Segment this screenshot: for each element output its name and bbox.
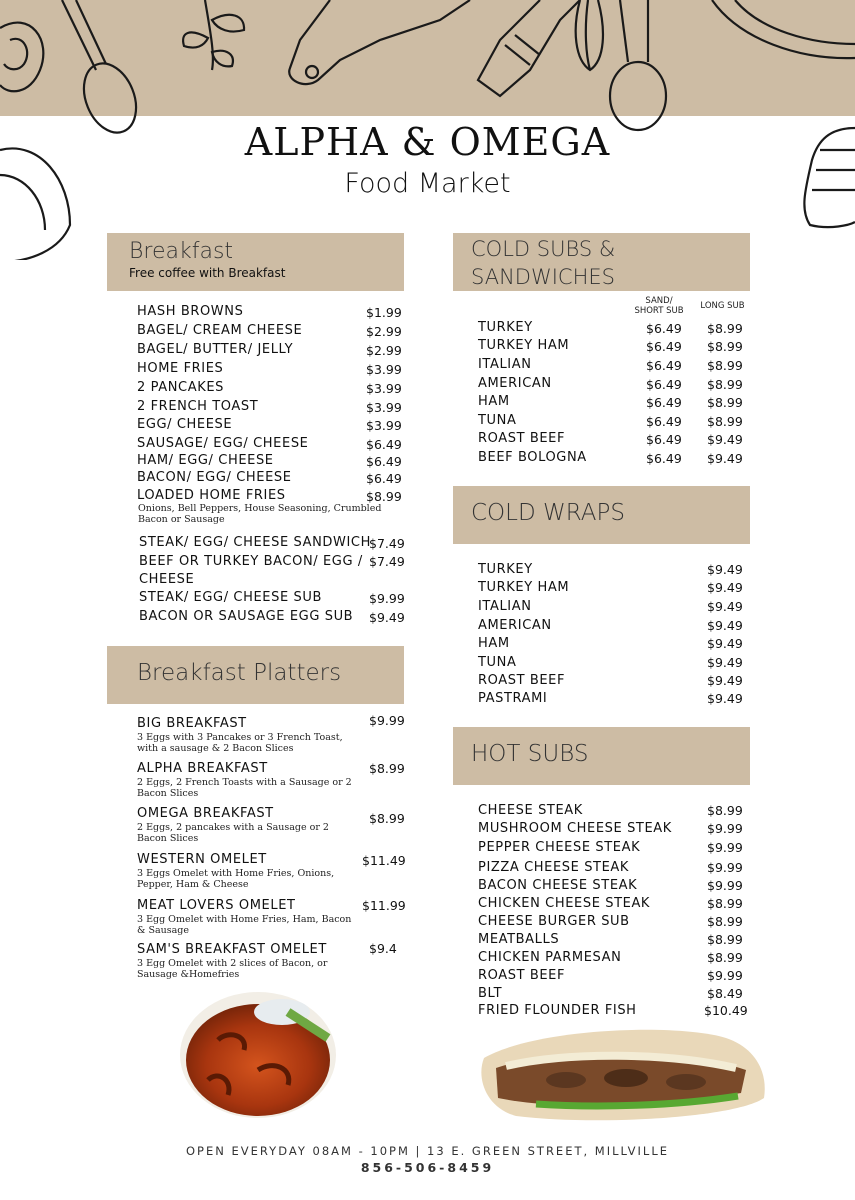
cold-sub-name: ROAST BEEF [478, 431, 566, 446]
menu-item-name: HASH BROWNS [137, 304, 244, 319]
cold-sub-short-price: $6.49 [646, 321, 682, 336]
menu-item-name: BEEF OR TURKEY BACON/ EGG / CHEESE [139, 554, 363, 587]
cold-sub-name: BEEF BOLOGNA [478, 450, 587, 465]
cold-wrap-name: HAM [478, 636, 510, 651]
hot-sub-price: $9.99 [707, 860, 743, 875]
hot-sub-name: MUSHROOM CHEESE STEAK [478, 821, 672, 836]
cold-wraps-header [453, 486, 750, 544]
menu-item-name: HOME FRIES [137, 361, 224, 376]
cold-wrap-name: ITALIAN [478, 599, 532, 614]
cold-wrap-price: $9.49 [707, 691, 743, 706]
menu-item-name: SAUSAGE/ EGG/ CHEESE [137, 436, 309, 451]
restaurant-name: ALPHA & OMEGA [244, 120, 611, 164]
menu-item-price: $3.99 [366, 381, 402, 396]
cold-wrap-price: $9.49 [707, 673, 743, 688]
cold-sub-short-price: $6.49 [646, 414, 682, 429]
menu-item-price: $6.49 [366, 471, 402, 486]
cold-wrap-name: TURKEY HAM [478, 580, 570, 595]
cold-wrap-price: $9.49 [707, 562, 743, 577]
platters-header [107, 646, 404, 704]
cold-wrap-name: PASTRAMI [478, 691, 548, 706]
menu-item-name: BACON/ EGG/ CHEESE [137, 470, 292, 485]
cold-sub-short-price: $6.49 [646, 432, 682, 447]
cold-sub-name: TURKEY HAM [478, 338, 570, 353]
cold-wrap-name: ROAST BEEF [478, 673, 566, 688]
cold-sub-long-price: $9.49 [707, 432, 743, 447]
platter-description: 2 Eggs, 2 pancakes with a Sausage or 2 Bacon Slices [137, 822, 329, 844]
column-header-short: SAND/ SHORT SUB [634, 296, 684, 316]
hot-sub-price: $8.99 [707, 914, 743, 929]
menu-item-name: BACON OR SAUSAGE EGG SUB [139, 609, 354, 624]
cold-wrap-price: $9.49 [707, 655, 743, 670]
menu-item-price: $3.99 [366, 400, 402, 415]
platter-name: BIG BREAKFAST [137, 716, 247, 731]
menu-item-price: $8.99 [366, 489, 402, 504]
hot-sub-name: BLT [478, 986, 503, 1001]
menu-item-price: $6.49 [366, 437, 402, 452]
cold-subs-title-line1: COLD SUBS & [471, 237, 616, 261]
menu-item-name: LOADED HOME FRIES [137, 488, 286, 503]
wings-photo [178, 990, 338, 1120]
hot-sub-price: $8.49 [707, 986, 743, 1001]
platter-description: 3 Egg Omelet with 2 slices of Bacon, or Sausage &Homefries [137, 958, 328, 980]
cold-sub-short-price: $6.49 [646, 339, 682, 354]
platter-name: ALPHA BREAKFAST [137, 761, 268, 776]
restaurant-subtitle: Food Market [344, 168, 511, 199]
menu-item-name: 2 PANCAKES [137, 380, 224, 395]
cold-subs-title-line2: SANDWICHES [471, 265, 615, 289]
hot-sub-price: $8.99 [707, 803, 743, 818]
platters-title: Breakfast Platters [137, 660, 342, 686]
hot-sub-price: $8.99 [707, 932, 743, 947]
footer-phone: 856-506-8459 [360, 1160, 495, 1175]
cold-wrap-name: TUNA [478, 655, 517, 670]
cold-sub-name: TUNA [478, 413, 517, 428]
platter-price: $9.99 [369, 713, 405, 728]
platter-description: 3 Eggs with 3 Pancakes or 3 French Toast, with a sausage & 2 Bacon Slices [137, 732, 343, 754]
cold-sub-long-price: $8.99 [707, 395, 743, 410]
menu-item-name: BAGEL/ CREAM CHEESE [137, 323, 303, 338]
cold-sub-long-price: $8.99 [707, 358, 743, 373]
breakfast-subtitle: Free coffee with Breakfast [129, 266, 286, 280]
menu-item-price: $3.99 [366, 362, 402, 377]
menu-item-name: EGG/ CHEESE [137, 417, 233, 432]
platter-description: 3 Egg Omelet with Home Fries, Ham, Bacon & Sausage [137, 914, 352, 936]
hot-sub-price: $8.99 [707, 896, 743, 911]
cold-sub-name: HAM [478, 394, 510, 409]
hot-sub-name: ROAST BEEF [478, 968, 566, 983]
menu-item-price: $3.99 [366, 418, 402, 433]
cold-sub-name: AMERICAN [478, 376, 552, 391]
cold-sub-long-price: $8.99 [707, 414, 743, 429]
hot-sub-price: $8.99 [707, 950, 743, 965]
hot-sub-price: $10.49 [704, 1003, 748, 1018]
cold-wrap-name: AMERICAN [478, 618, 552, 633]
cold-sub-short-price: $6.49 [646, 451, 682, 466]
cheesesteak-photo [476, 1018, 770, 1128]
cold-wrap-price: $9.49 [707, 618, 743, 633]
hot-sub-name: CHEESE BURGER SUB [478, 914, 630, 929]
hot-subs-header [453, 727, 750, 785]
menu-item-price: $7.49 [369, 536, 405, 551]
breakfast-title: Breakfast [129, 239, 234, 264]
cold-wrap-price: $9.49 [707, 580, 743, 595]
menu-item-price: $9.99 [369, 591, 405, 606]
column-header-long: LONG SUB [700, 301, 745, 311]
platter-price: $11.99 [362, 898, 406, 913]
menu-item-price: $7.49 [369, 554, 405, 569]
menu-item-price: $2.99 [366, 324, 402, 339]
cold-sub-long-price: $8.99 [707, 339, 743, 354]
menu-item-price: $6.49 [366, 454, 402, 469]
cold-wrap-price: $9.49 [707, 599, 743, 614]
hot-sub-name: PEPPER CHEESE STEAK [478, 840, 641, 855]
platter-description: 3 Eggs Omelet with Home Fries, Onions, Pepper, Ham & Cheese [137, 868, 335, 890]
platter-name: WESTERN OMELET [137, 852, 267, 867]
hot-sub-name: BACON CHEESE STEAK [478, 878, 638, 893]
cold-sub-short-price: $6.49 [646, 377, 682, 392]
cold-wrap-name: TURKEY [478, 562, 533, 577]
cold-wraps-title: COLD WRAPS [471, 500, 625, 526]
menu-item-description: Onions, Bell Peppers, House Seasoning, Crumbled Bacon or Sausage [138, 503, 382, 525]
cold-sub-short-price: $6.49 [646, 395, 682, 410]
menu-item-price: $2.99 [366, 343, 402, 358]
hot-sub-price: $9.99 [707, 968, 743, 983]
hot-sub-price: $9.99 [707, 878, 743, 893]
cold-wrap-price: $9.49 [707, 636, 743, 651]
platter-price: $8.99 [369, 811, 405, 826]
cold-sub-long-price: $9.49 [707, 451, 743, 466]
platter-name: SAM'S BREAKFAST OMELET [137, 942, 327, 957]
hot-sub-name: CHICKEN CHEESE STEAK [478, 896, 651, 911]
platter-description: 2 Eggs, 2 French Toasts with a Sausage or 2 Bacon Slices [137, 777, 352, 799]
cold-subs-header [453, 233, 750, 291]
hot-sub-name: CHICKEN PARMESAN [478, 950, 622, 965]
platter-name: MEAT LOVERS OMELET [137, 898, 296, 913]
platter-price: $8.99 [369, 761, 405, 776]
cold-sub-long-price: $8.99 [707, 377, 743, 392]
cold-sub-long-price: $8.99 [707, 321, 743, 336]
platter-price: $11.49 [362, 853, 406, 868]
footer-hours-address: OPEN EVERYDAY 08AM - 10PM | 13 E. GREEN STREET, MILLVILLE [186, 1144, 669, 1158]
platter-price: $9.4 [369, 941, 397, 956]
menu-item-name: STEAK/ EGG/ CHEESE SANDWICH [139, 535, 371, 550]
menu-item-name: STEAK/ EGG/ CHEESE SUB [139, 590, 322, 605]
hot-sub-name: CHEESE STEAK [478, 803, 583, 818]
cold-sub-short-price: $6.49 [646, 358, 682, 373]
hot-sub-name: MEATBALLS [478, 932, 560, 947]
cold-sub-name: ITALIAN [478, 357, 532, 372]
hot-subs-title: HOT SUBS [471, 741, 589, 767]
breakfast-header [107, 233, 404, 291]
hot-sub-price: $9.99 [707, 821, 743, 836]
menu-item-name: HAM/ EGG/ CHEESE [137, 453, 274, 468]
hot-sub-price: $9.99 [707, 840, 743, 855]
menu-item-price: $1.99 [366, 305, 402, 320]
menu-item-name: 2 FRENCH TOAST [137, 399, 259, 414]
hot-sub-name: PIZZA CHEESE STEAK [478, 860, 630, 875]
platter-name: OMEGA BREAKFAST [137, 806, 274, 821]
hot-sub-name: FRIED FLOUNDER FISH [478, 1003, 637, 1018]
cold-sub-name: TURKEY [478, 320, 533, 335]
menu-item-name: BAGEL/ BUTTER/ JELLY [137, 342, 294, 357]
menu-item-price: $9.49 [369, 610, 405, 625]
